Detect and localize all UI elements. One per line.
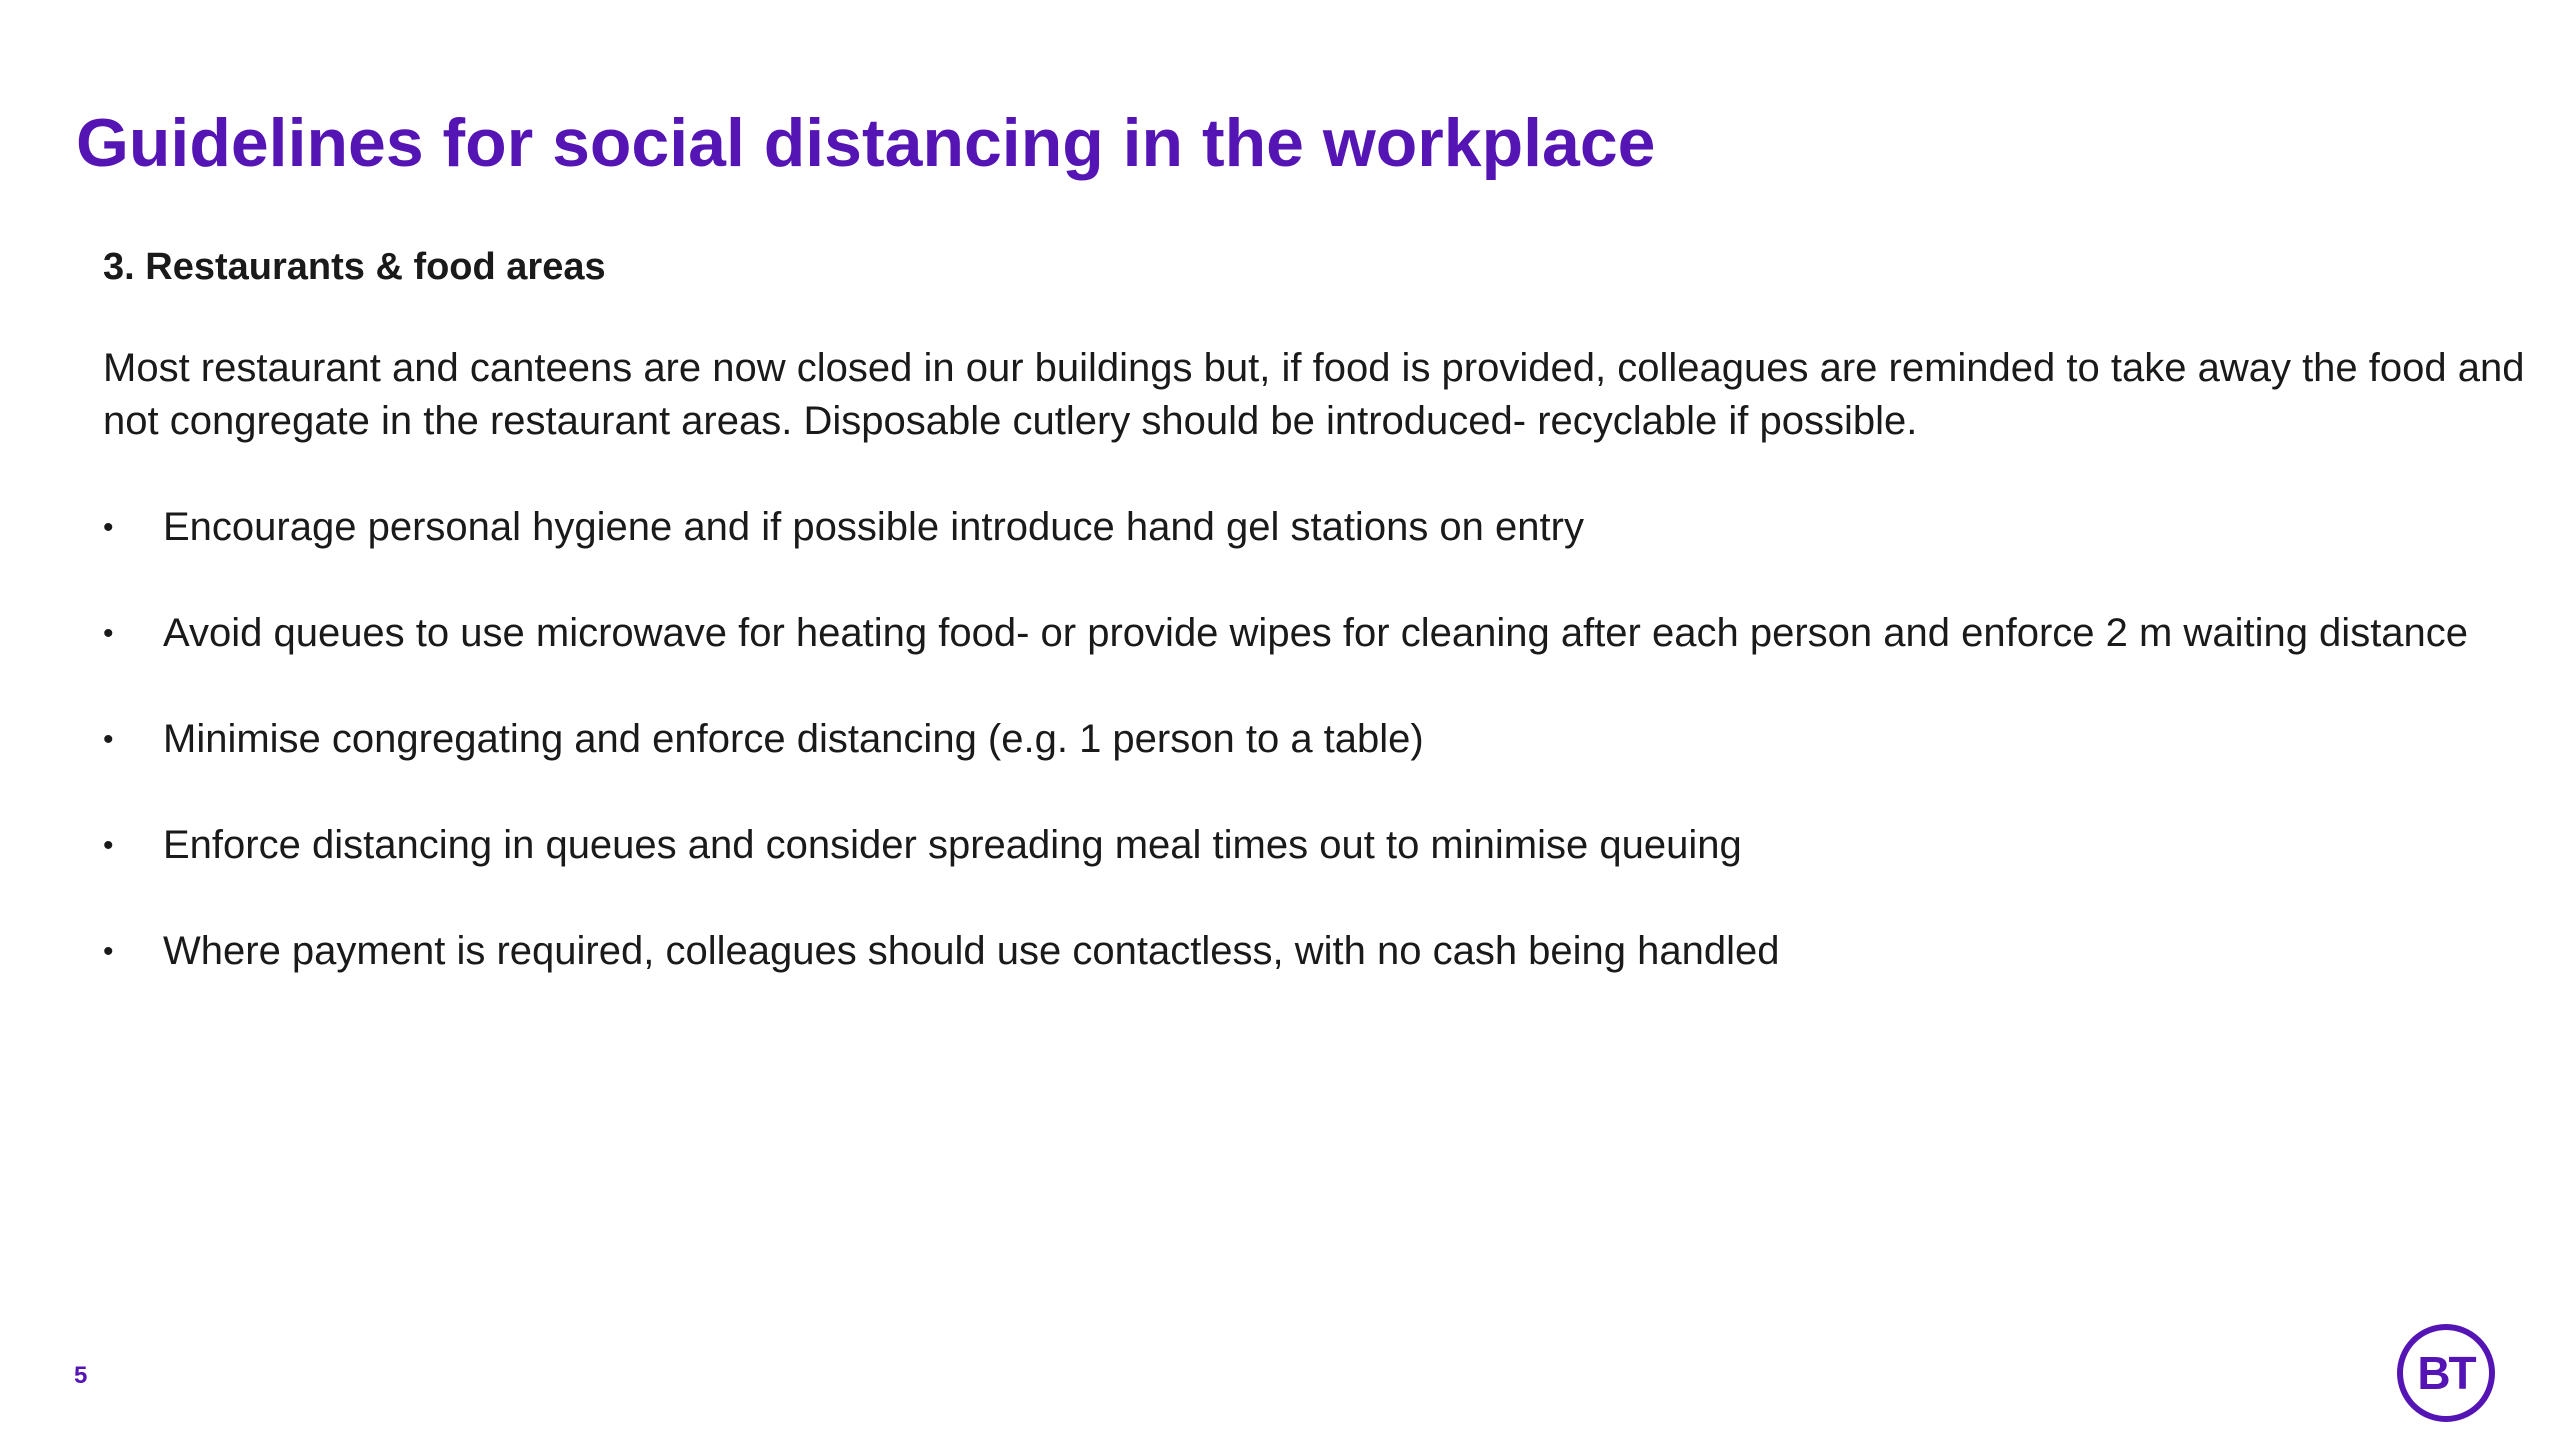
list-item (103, 925, 2513, 978)
slide-content (103, 240, 2533, 1031)
list-item-text: Where payment is required, colleagues should use contactless, with no cash being handled (163, 929, 1780, 973)
list-item (103, 819, 2513, 872)
guideline-list (103, 501, 2533, 978)
list-item (103, 713, 2513, 766)
section-heading: 3. Restaurants & food areas (103, 246, 606, 288)
bullet-icon: • (103, 511, 114, 544)
bullet-icon: • (103, 723, 114, 756)
slide-title: Guidelines for social distancing in the workplace (76, 105, 1656, 181)
intro-paragraph: Most restaurant and canteens are now closed in our buildings but, if food is provided, colleagues are reminded to take away the food and not congregate in the restaurant areas. Disposable cutlery should be introduced- recyclable if possible. (103, 346, 2525, 443)
list-item (103, 501, 2513, 554)
bullet-icon: • (103, 935, 114, 968)
bt-logo-icon (2397, 1324, 2495, 1422)
list-item-text: Encourage personal hygiene and if possible introduce hand gel stations on entry (163, 505, 1584, 549)
list-item-text: Avoid queues to use microwave for heating food- or provide wipes for cleaning after each person and enforce 2 m waiting distance (163, 611, 2469, 655)
logo-text: BT (2417, 1347, 2475, 1399)
list-item-text: Minimise congregating and enforce distancing (e.g. 1 person to a table) (163, 717, 1424, 761)
bullet-icon: • (103, 617, 114, 650)
list-item (103, 607, 2513, 660)
list-item-text: Enforce distancing in queues and consider spreading meal times out to minimise queuing (163, 823, 1742, 867)
page-number: 5 (74, 1362, 88, 1389)
bullet-icon: • (103, 829, 114, 862)
